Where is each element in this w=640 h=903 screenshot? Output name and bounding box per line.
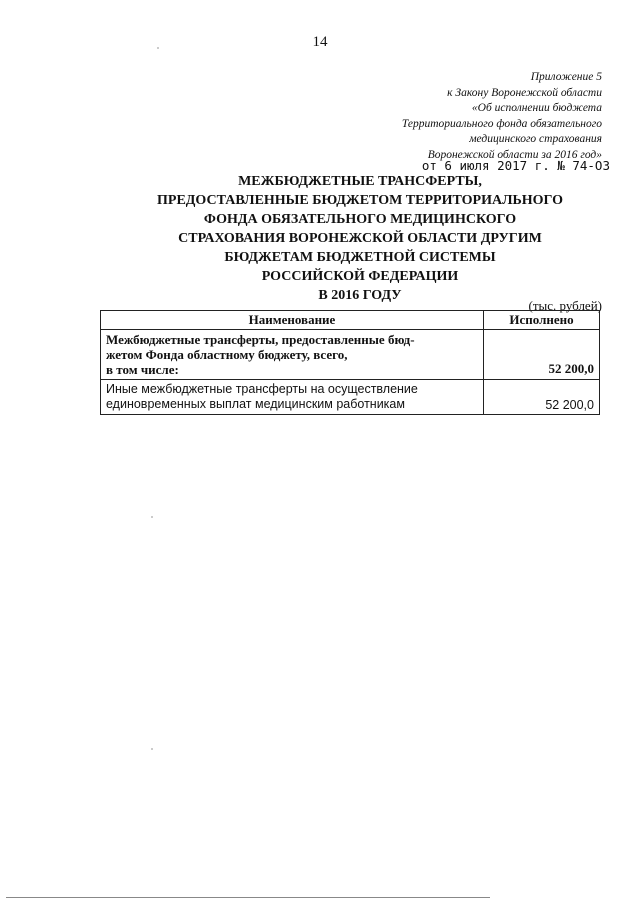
row-value-cell: 52 200,0 <box>484 330 600 380</box>
title-line: РОССИЙСКОЙ ФЕДЕРАЦИИ <box>261 269 459 284</box>
scan-edge-line <box>6 897 490 898</box>
appendix-line: медицинского страхования <box>469 133 602 145</box>
transfers-table <box>100 310 600 415</box>
appendix-line: Воронежской области за 2016 год» <box>427 148 602 161</box>
row-name-line: единовременных выплат медицинским работникам <box>106 397 405 411</box>
appendix-line: Территориального фонда обязательного <box>401 117 602 130</box>
title-line: В 2016 ГОДУ <box>318 288 402 303</box>
title-line: ФОНДА ОБЯЗАТЕЛЬНОГО МЕДИЦИНСКОГО <box>203 212 517 227</box>
table-row <box>101 330 600 380</box>
document-title <box>120 172 600 305</box>
scan-speck <box>157 47 159 49</box>
title-line: СТРАХОВАНИЯ ВОРОНЕЖСКОЙ ОБЛАСТИ ДРУГИМ <box>178 231 542 246</box>
law-date-stamp: от 6 июля 2017 г. № 74-ОЗ <box>421 158 610 173</box>
appendix-block <box>402 70 602 163</box>
appendix-line: к Закону Воронежской области <box>447 86 602 99</box>
appendix-line: Приложение 5 <box>530 71 602 83</box>
page-number: 14 <box>312 34 328 50</box>
row-name-cell <box>101 330 484 380</box>
row-name-cell <box>101 380 484 415</box>
row-name-line: Иные межбюджетные трансферты на осуществление <box>106 382 418 396</box>
row-name-line: в том числе: <box>106 362 179 377</box>
title-line: ПРЕДОСТАВЛЕННЫЕ БЮДЖЕТОМ ТЕРРИТОРИАЛЬНОГО <box>157 193 563 208</box>
row-name-line: Межбюджетные трансферты, предоставленные бюд- <box>106 332 415 347</box>
table-row <box>101 380 600 415</box>
title-line: МЕЖБЮДЖЕТНЫЕ ТРАНСФЕРТЫ, <box>238 174 482 189</box>
scan-speck <box>151 516 153 518</box>
appendix-line: «Об исполнении бюджета <box>471 102 602 114</box>
header-value: Исполнено <box>484 311 600 330</box>
row-name-line: жетом Фонда областному бюджету, всего, <box>106 347 348 362</box>
title-line: БЮДЖЕТАМ БЮДЖЕТНОЙ СИСТЕМЫ <box>224 250 496 265</box>
units-label: (тыс. рублей) <box>528 298 602 313</box>
header-name: Наименование <box>101 311 484 330</box>
row-value-cell: 52 200,0 <box>484 380 600 415</box>
table-header-row <box>101 311 600 330</box>
scan-speck <box>151 748 153 750</box>
